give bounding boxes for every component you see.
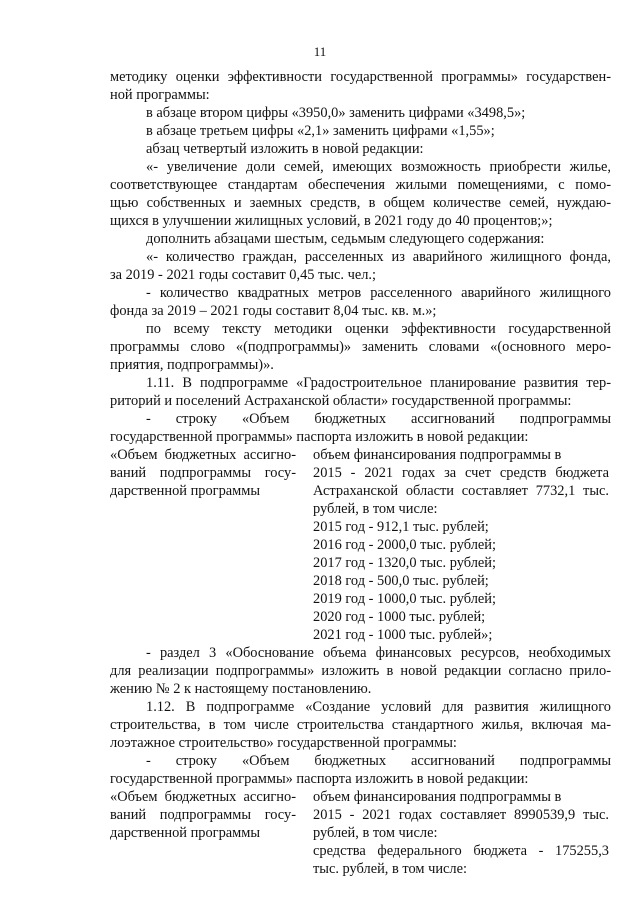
- text-line: - раздел 3 «Обоснование объема финансовых ресурсов, необходимых: [146, 645, 611, 661]
- text-line: - строку «Объем бюджетных ассигнований подпрограммы: [146, 411, 611, 427]
- text-line: «- количество граждан, расселенных из аварийного жилищного фонда,: [146, 249, 611, 265]
- text-line: для реализации подпрограммы» изложить в новой редакции согласно прило-: [110, 663, 611, 679]
- text-line: жению № 2 к настоящему постановлению.: [110, 681, 372, 697]
- text-line: 2019 год - 1000,0 тыс. рублей;: [313, 591, 496, 607]
- text-line: объем финансирования подпрограммы в: [313, 447, 562, 463]
- text-line: 2015 год - 912,1 тыс. рублей;: [313, 519, 489, 535]
- text-line: в абзаце третьем цифры «2,1» заменить цифрами «1,55»;: [146, 123, 495, 139]
- text-line: ваний подпрограммы госу-: [110, 465, 296, 481]
- text-line: 2021 год - 1000 тыс. рублей»;: [313, 627, 493, 643]
- text-line: рублей, в том числе:: [313, 501, 438, 517]
- text-line: - строку «Объем бюджетных ассигнований подпрограммы: [146, 753, 611, 769]
- text-line: в абзаце втором цифры «3950,0» заменить цифрами «3498,5»;: [146, 105, 526, 121]
- text-line: «Объем бюджетных ассигно-: [110, 447, 296, 463]
- text-line: 2017 год - 1320,0 тыс. рублей;: [313, 555, 496, 571]
- text-line: 2020 год - 1000 тыс. рублей;: [313, 609, 486, 625]
- text-line: тыс. рублей, в том числе:: [313, 861, 467, 877]
- text-line: щихся в улучшении жилищных условий, в 2021 году до 40 процентов;»;: [110, 213, 553, 229]
- text-line: «- увеличение доли семей, имеющих возможность приобрести жилье,: [146, 159, 611, 175]
- text-line: государственной программы» паспорта изложить в новой редакции:: [110, 429, 529, 445]
- text-line: за 2019 - 2021 годы составит 0,45 тыс. чел.;: [110, 267, 377, 283]
- text-line: фонда за 2019 – 2021 годы составит 8,04 тыс. кв. м.»;: [110, 303, 437, 319]
- text-line: - количество квадратных метров расселенного аварийного жилищного: [146, 285, 611, 301]
- text-line: 2016 год - 2000,0 тыс. рублей;: [313, 537, 496, 553]
- text-line: 2018 год - 500,0 тыс. рублей;: [313, 573, 489, 589]
- text-line: 2015 - 2021 годах за счет средств бюджета: [313, 465, 609, 481]
- text-line: 1.12. В подпрограмме «Создание условий для развития жилищного: [146, 699, 611, 715]
- text-line: соответствующее стандартам обеспечения жилыми помещениями, с помо-: [110, 177, 611, 193]
- text-line: программы слово «(подпрограммы)» заменить словами «(основного меро-: [110, 339, 611, 355]
- text-line: 2015 - 2021 годах составляет 8990539,9 тыс.: [313, 807, 609, 823]
- text-line: методику оценки эффективности государственной программы» государствен-: [110, 69, 611, 85]
- text-line: дополнить абзацами шестым, седьмым следующего содержания:: [146, 231, 545, 247]
- text-line: средства федерального бюджета - 175255,3: [313, 843, 609, 859]
- text-line: по всему тексту методики оценки эффективности государственной: [146, 321, 611, 337]
- text-line: «Объем бюджетных ассигно-: [110, 789, 296, 805]
- text-line: ваний подпрограммы госу-: [110, 807, 296, 823]
- page-number: 11: [313, 44, 327, 59]
- text-line: Астраханской области составляет 7732,1 тыс.: [313, 483, 609, 499]
- text-line: абзац четвертый изложить в новой редакции:: [146, 141, 424, 157]
- text-line: 1.11. В подпрограмме «Градостроительное планирование развития тер-: [146, 375, 611, 391]
- text-line: лоэтажное строительство» государственной программы:: [110, 735, 457, 751]
- text-line: дарственной программы: [110, 483, 261, 499]
- text-line: объем финансирования подпрограммы в: [313, 789, 562, 805]
- text-line: рублей, в том числе:: [313, 825, 438, 841]
- text-line: приятия, подпрограммы)».: [110, 357, 274, 373]
- text-line: строительства, в том числе строительства стандартного жилья, включая ма-: [110, 717, 611, 733]
- text-line: риторий и поселений Астраханской области» государственной программы:: [110, 393, 572, 409]
- text-line: дарственной программы: [110, 825, 261, 841]
- text-line: ной программы:: [110, 87, 210, 103]
- text-line: щью собственных и заемных средств, в общем количестве семей, нуждаю-: [110, 195, 611, 211]
- text-line: государственной программы» паспорта изложить в новой редакции:: [110, 771, 529, 787]
